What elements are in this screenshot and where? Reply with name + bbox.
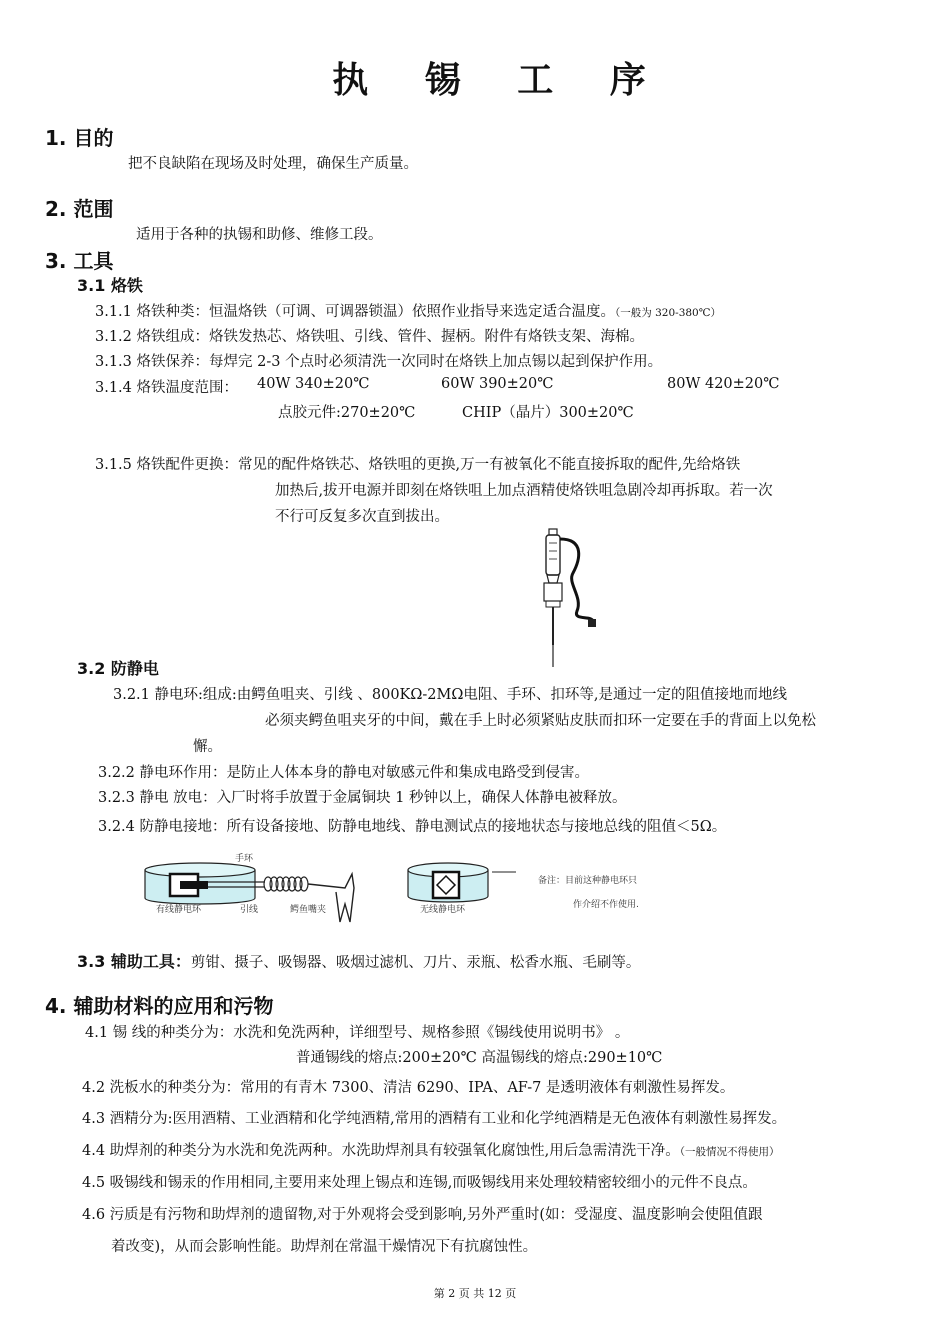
soldering-iron-illustration (535, 525, 605, 670)
item-3-2-2: 3.2.2 静电环作用：是防止人体本身的静电对敏感元件和集成电路受到侵害。 (98, 765, 590, 781)
item-3-2-1-line-2: 必须夹鳄鱼咀夹牙的中间，戴在手上时必须紧贴皮肤而扣环一定要在手的背面上以免松 (265, 713, 816, 729)
section-3-heading: 3. 工具 (45, 249, 114, 273)
item-3-1-1 (95, 300, 721, 321)
item-4-5: 4.5 吸锡线和锡汞的作用相同,主要用来处理上锡点和连锡,而吸锡线用来处理较精密较细小的元件不良点。 (82, 1175, 757, 1191)
item-4-2: 4.2 洗板水的种类分为：常用的有青木 7300、清洁 6290、IPA、AF-7 是透明液体有刺激性易挥发。 (82, 1080, 735, 1096)
item-3-2-3: 3.2.3 静电 放电：入厂时将手放置于金属铜块 1 秒钟以上，确保人体静电被释放。 (98, 790, 627, 806)
section-2-body: 适用于各种的执锡和助修、维修工段。 (136, 227, 383, 243)
diagram-note-line-2: 作介绍不作使用. (573, 900, 639, 910)
page-footer: 第 2 页 共 12 页 (433, 1287, 517, 1300)
item-4-1: 4.1 锡 线的种类分为：水洗和免洗两种，详细型号、规格参照《锡线使用说明书》 。 (85, 1025, 630, 1041)
item-3-2-1-line-1: 3.2.1 静电环:组成:由鳄鱼咀夹、引线 、800KΩ-2MΩ电阻、手环、扣环等,是通过一定的阻值接地而地线 (113, 687, 788, 703)
item-3-1-4-chip: CHIP（晶片）300±20℃ (462, 405, 634, 421)
section-3-3-heading: 3.3 辅助工具： (77, 952, 191, 971)
item-3-1-3: 3.1.3 烙铁保养：每焊完 2-3 个点时必须清洗一次同时在烙铁上加点锡以起到保护作用。 (95, 354, 663, 370)
item-3-1-5-line-1: 3.1.5 烙铁配件更换：常见的配件烙铁芯、烙铁咀的更换,万一有被氧化不能直接拆取的配件,先给烙铁 (95, 457, 741, 473)
section-3-2-heading: 3.2 防静电 (77, 659, 159, 678)
section-3-1-heading: 3.1 烙铁 (77, 276, 143, 295)
coil-resistor (264, 877, 308, 891)
item-3-1-5-line-3: 不行可反复多次直到拔出。 (275, 509, 449, 525)
item-3-1-1-text: 3.1.1 烙铁种类：恒温烙铁（可调、可调器锁温）依照作业指导来选定适合温度。 (95, 304, 616, 320)
esd-wrist-strap-diagram (140, 848, 680, 928)
section-2-heading: 2. 范围 (45, 197, 114, 221)
item-3-2-4: 3.2.4 防静电接地：所有设备接地、防静电地线、静电测试点的接地状态与接地总线的阻值＜5Ω。 (98, 819, 727, 835)
item-3-2-1-line-3: 懈。 (193, 739, 222, 755)
section-1-body: 把不良缺陷在现场及时处理，确保生产质量。 (128, 156, 418, 172)
wireless-strap-figure (408, 863, 488, 902)
item-4-4 (82, 1139, 780, 1160)
wired-strap-figure (145, 863, 255, 904)
section-3-3 (77, 949, 640, 972)
item-4-1-melting-points: 普通锡线的熔点:200±20℃ 高温锡线的熔点:290±10℃ (296, 1050, 663, 1066)
item-3-1-4-glue: 点胶元件:270±20℃ (278, 405, 416, 421)
label-lead-wire: 引线 (240, 905, 259, 915)
section-4-heading: 4. 辅助材料的应用和污物 (45, 994, 274, 1018)
section-1-heading: 1. 目的 (45, 126, 114, 150)
item-3-1-1-note: （一般为 320-380℃） (615, 307, 721, 319)
diagram-note-line-1: 备注：目前这种静电环只 (538, 876, 638, 886)
label-wireless-strap: 无线静电环 (420, 905, 466, 915)
item-3-1-4-40w: 40W 340±20℃ (257, 376, 370, 392)
item-3-1-4-80w: 80W 420±20℃ (667, 376, 780, 392)
label-wired-strap: 有线静电环 (156, 905, 202, 915)
item-4-3: 4.3 酒精分为:医用酒精、工业酒精和化学纯酒精,常用的酒精有工业和化学纯酒精是无色液体有刺激性易挥发。 (82, 1111, 787, 1127)
item-4-6-line-1: 4.6 污质是有污物和助焊剂的遗留物,对于外观将会受到影响,另外严重时(如：受湿度、温度影响会使阻值跟 (82, 1207, 763, 1223)
item-3-1-4-60w: 60W 390±20℃ (441, 376, 554, 392)
label-wrist-band: 手环 (235, 854, 254, 864)
item-4-4-text: 4.4 助焊剂的种类分为水洗和免洗两种。水洗助焊剂具有较强氧化腐蚀性,用后急需清洗干净。 (82, 1143, 680, 1159)
section-3-3-body: 剪钳、摄子、吸锡器、吸烟过滤机、刀片、汞瓶、松香水瓶、毛刷等。 (190, 955, 641, 971)
item-3-1-4-label: 3.1.4 烙铁温度范围： (95, 380, 239, 396)
item-4-6-line-2: 着改变)，从而会影响性能。助焊剂在常温干燥情况下有抗腐蚀性。 (111, 1239, 538, 1255)
item-3-1-5-line-2: 加热后,拔开电源并即刻在烙铁咀上加点酒精使烙铁咀急剧冷却再拆取。若一次 (275, 483, 773, 499)
label-alligator-clip: 鳄鱼嘴夹 (290, 905, 327, 915)
page-title: 执 锡 工 序 (332, 59, 668, 101)
item-4-4-note: （一般情况不得使用） (679, 1146, 780, 1158)
item-3-1-2: 3.1.2 烙铁组成：烙铁发热芯、烙铁咀、引线、管件、握柄。附件有烙铁支架、海棉。 (95, 329, 645, 345)
